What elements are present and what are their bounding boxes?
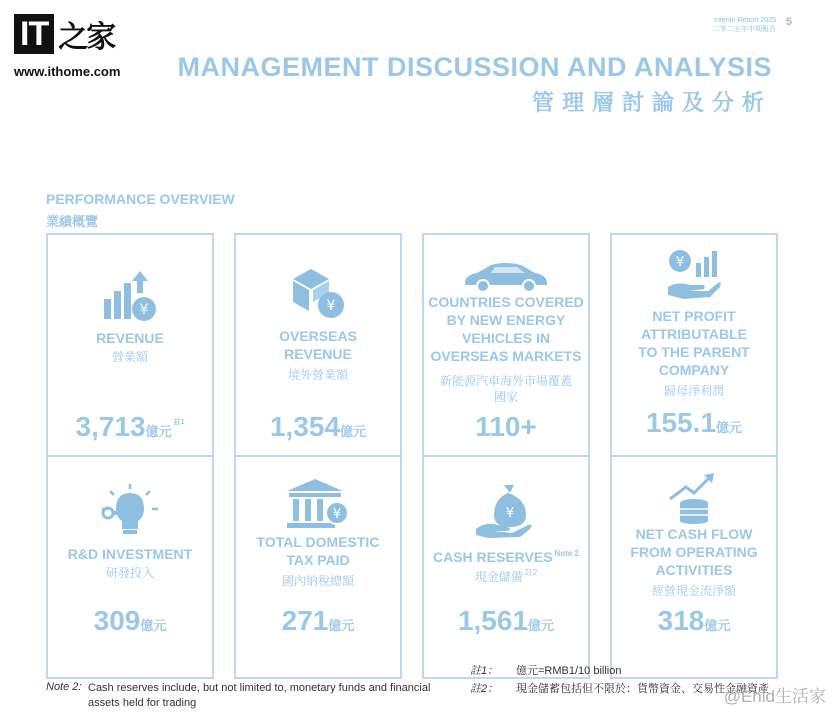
card-net-cash-flow <box>610 455 778 679</box>
cash-reserves-value <box>424 605 588 637</box>
footnote-2-en-text: Cash reserves include, but not limited to, monetary funds and financial assets held for trading <box>88 682 431 709</box>
footnote-1-label: 註1： <box>470 665 499 677</box>
tax-unit: 億元 <box>328 618 355 633</box>
report-title-en: Interim Report 2025 <box>714 17 776 24</box>
card-countries-covered <box>422 233 590 457</box>
card-rd-investment <box>46 455 214 679</box>
section-title-en: PERFORMANCE OVERVIEW <box>46 191 235 207</box>
net-cash-flow-number: 318 <box>657 605 705 636</box>
svg-text:¥: ¥ <box>505 506 515 521</box>
coins-arrow-icon <box>664 469 724 525</box>
cash-reserves-label-en <box>424 545 588 566</box>
lightbulb-key-icon <box>98 483 162 537</box>
cash-reserves-note-en: Note 2 <box>554 549 579 558</box>
overseas-revenue-label-cn: 境外營業額 <box>287 368 348 382</box>
cash-reserves-number: 1,561 <box>457 605 529 636</box>
countries-label-cn: 新能源汽車海外市場覆蓋 國家 <box>439 374 572 404</box>
rd-label-en: R&D INVESTMENT <box>67 546 193 562</box>
revenue-value <box>48 411 212 443</box>
revenue-number: 3,713 <box>75 411 146 442</box>
tax-label-cn: 國內納稅總額 <box>281 574 354 588</box>
net-cash-flow-unit: 億元 <box>704 618 731 633</box>
page-title-cn: 管理層討論及分析 <box>531 90 772 115</box>
rd-value <box>48 605 212 637</box>
svg-text:¥: ¥ <box>326 298 336 314</box>
tax-label-en: TOTAL DOMESTIC TAX PAID <box>256 534 380 568</box>
overseas-revenue-unit: 億元 <box>340 424 367 439</box>
performance-grid <box>46 233 778 656</box>
footnote-1-text: 億元=RMB1/10 billion <box>516 665 622 677</box>
tax-value <box>236 605 400 637</box>
report-header <box>713 16 776 34</box>
logo-mark: IT <box>14 14 54 54</box>
rd-number: 309 <box>93 605 141 636</box>
net-cash-flow-label-en: NET CASH FLOW FROM OPERATING ACTIVITIES <box>630 526 758 578</box>
page-number: 5 <box>785 16 792 28</box>
report-title-cn: 二零二五年中期報告 <box>713 26 776 33</box>
net-profit-unit: 億元 <box>716 420 743 435</box>
revenue-label-en: REVENUE <box>96 330 164 346</box>
cash-reserves-label-cn-text: 現金儲備 <box>474 570 523 584</box>
net-profit-number: 155.1 <box>645 407 717 438</box>
countries-number: 110+ <box>475 411 537 442</box>
svg-text:¥: ¥ <box>675 255 685 270</box>
card-net-profit <box>610 233 778 457</box>
rd-label-cn: 研發投入 <box>105 566 154 580</box>
car-icon <box>461 259 551 293</box>
logo-cn: 之家 <box>58 20 115 55</box>
net-cash-flow-value <box>612 605 776 637</box>
bank-icon <box>285 477 351 531</box>
cash-reserves-unit: 億元 <box>528 618 555 633</box>
card-revenue <box>46 233 214 457</box>
card-overseas-revenue <box>234 233 402 457</box>
countries-label-en: COUNTRIES COVERED BY NEW ENERGY VEHICLES IN OVERSEAS MARKETS <box>428 294 584 364</box>
revenue-label-cn: 營業額 <box>111 350 148 364</box>
card-domestic-tax <box>234 455 402 679</box>
rd-unit: 億元 <box>140 618 167 633</box>
card-cash-reserves <box>422 455 590 679</box>
logo-url: www.ithome.com <box>14 64 121 79</box>
overseas-revenue-number: 1,354 <box>269 411 341 442</box>
watermark: @Enid生活家 <box>723 687 826 706</box>
overseas-revenue-value <box>236 411 400 443</box>
footnote-2-en-label: Note 2: <box>46 681 82 693</box>
overseas-box-icon <box>287 265 349 323</box>
overseas-revenue-label-en: OVERSEAS REVENUE <box>279 328 357 362</box>
countries-value <box>424 411 588 443</box>
revenue-note: 註1 <box>173 419 185 426</box>
cash-reserves-label-cn <box>424 565 588 585</box>
revenue-unit: 億元 <box>145 424 172 439</box>
svg-text:¥: ¥ <box>139 302 149 318</box>
footnote-2-cn-label: 註2： <box>470 683 499 695</box>
money-bag-icon <box>474 483 538 539</box>
ithome-logo <box>14 12 134 82</box>
net-profit-value <box>612 407 776 439</box>
net-profit-label-cn: 歸母淨利潤 <box>663 384 724 398</box>
page-title-en: MANAGEMENT DISCUSSION AND ANALYSIS <box>177 52 772 82</box>
cash-reserves-note-cn: 註2 <box>524 568 538 577</box>
footnote-2-cn-text: 現金儲蓄包括但不限於：貨幣資金、交易性金融資產 <box>516 683 769 695</box>
tax-number: 271 <box>281 605 329 636</box>
net-profit-label-en: NET PROFIT ATTRIBUTABLE TO THE PARENT COMPANY <box>638 308 750 378</box>
revenue-chart-icon <box>100 269 160 325</box>
svg-text:¥: ¥ <box>332 507 342 522</box>
net-cash-flow-label-cn: 經營現金流淨額 <box>651 584 736 598</box>
section-title-cn: 業績概覽 <box>46 214 99 229</box>
hand-coin-icon <box>664 245 724 303</box>
cash-reserves-label-text: CASH RESERVES <box>432 549 553 565</box>
